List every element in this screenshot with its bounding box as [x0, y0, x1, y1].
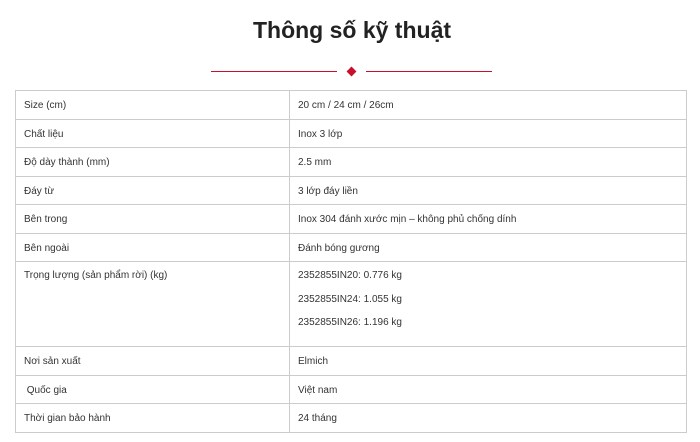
spec-row-size — [16, 91, 687, 120]
spec-row-thickness — [16, 148, 687, 177]
weight-line: 2352855IN20: 0.776 kg — [298, 270, 402, 281]
spec-label: Bên ngoài — [16, 233, 290, 262]
spec-row-weight — [16, 262, 687, 347]
spec-value: Đánh bóng gương — [290, 233, 687, 262]
spec-value: 24 tháng — [290, 404, 687, 433]
spec-label: Nơi sản xuất — [16, 347, 290, 376]
page-title: Thông số kỹ thuật — [252, 17, 452, 43]
spec-label: Bên trong — [16, 205, 290, 234]
title-divider — [0, 65, 700, 79]
spec-value: Elmich — [290, 347, 687, 376]
spec-label: Thời gian bảo hành — [16, 404, 290, 433]
spec-value: Inox 3 lớp — [290, 119, 687, 148]
spec-value: 20 cm / 24 cm / 26cm — [290, 91, 687, 120]
spec-label: Độ dày thành (mm) — [16, 148, 290, 177]
divider-line-right — [366, 71, 492, 72]
weight-line: 2352855IN24: 1.055 kg — [298, 293, 402, 305]
spec-row-manufacturer — [16, 347, 687, 376]
spec-value-list — [290, 262, 687, 347]
spec-value: Inox 304 đánh xước mịn – không phủ chống dính — [290, 205, 687, 234]
spec-label: Chất liệu — [16, 119, 290, 148]
spec-label: Trọng lượng (sản phẩm rời) (kg) — [16, 262, 290, 347]
spec-row-warranty — [16, 404, 687, 433]
spec-label: Size (cm) — [16, 91, 290, 120]
divider-line-left — [211, 71, 337, 72]
spec-value: 3 lớp đáy liền — [290, 176, 687, 205]
spec-row-material — [16, 119, 687, 148]
spec-row-interior — [16, 205, 687, 234]
spec-table — [15, 90, 687, 433]
spec-value: Việt nam — [290, 375, 687, 404]
spec-label: Đáy từ — [16, 176, 290, 205]
spec-row-base — [16, 176, 687, 205]
spec-row-country — [16, 375, 687, 404]
spec-row-exterior — [16, 233, 687, 262]
spec-label: Quốc gia — [16, 375, 290, 404]
diamond-icon — [347, 67, 357, 77]
weight-line: 2352855IN26: 1.196 kg — [298, 317, 402, 328]
spec-value: 2.5 mm — [290, 148, 687, 177]
